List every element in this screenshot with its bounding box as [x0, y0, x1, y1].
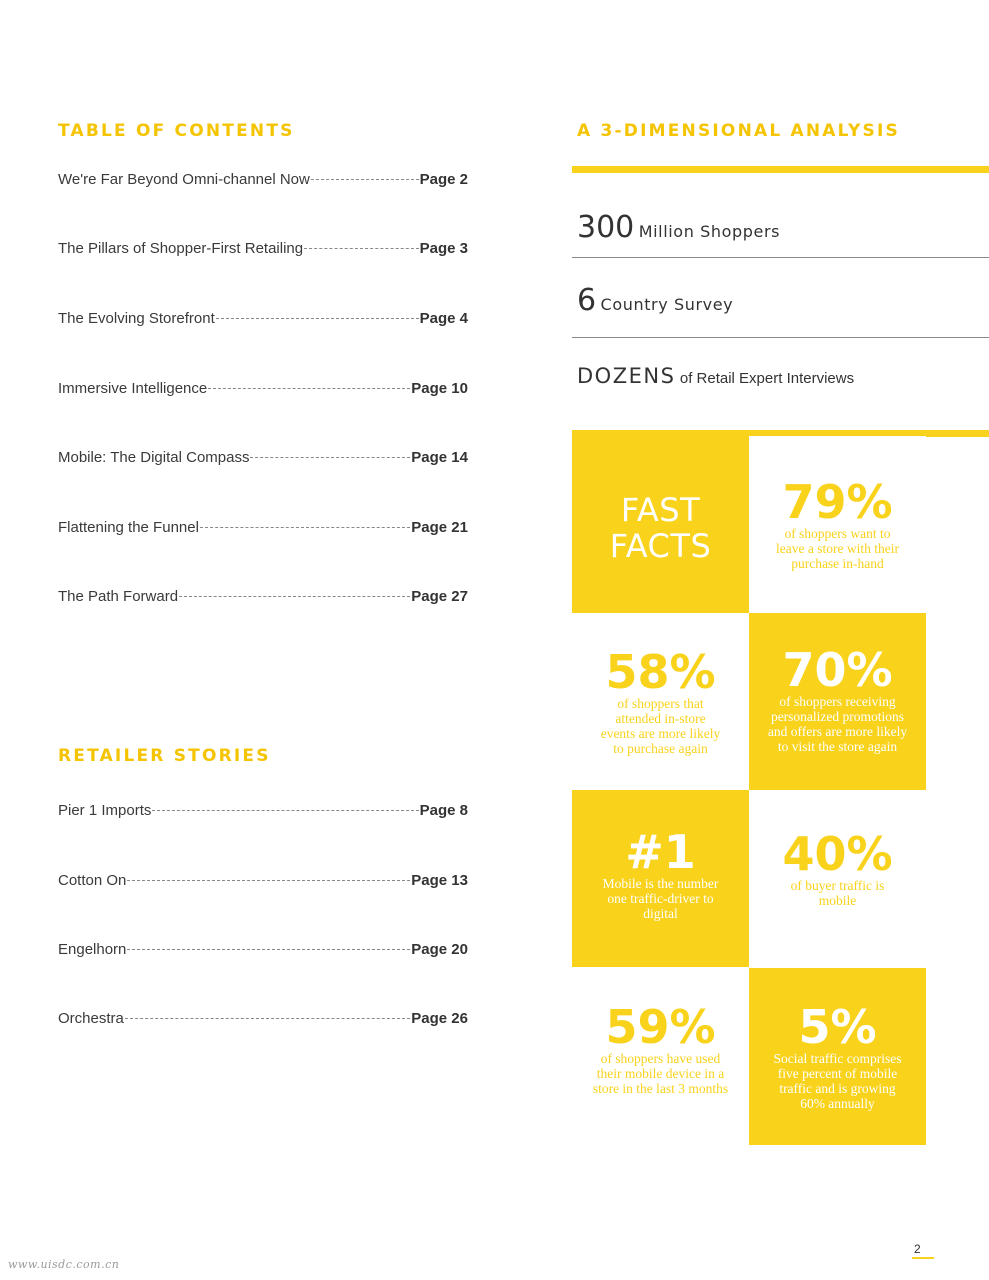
- toc-item-page: Page 4: [419, 310, 468, 327]
- stat-shoppers: [577, 210, 780, 245]
- analysis-heading: A 3-DIMENSIONAL ANALYSIS: [577, 121, 900, 141]
- stat-countries-label: Country Survey: [600, 295, 734, 314]
- stat-countries-value: 6: [577, 283, 597, 318]
- stat-countries: [577, 283, 733, 318]
- story-item-title: Orchestra: [58, 1010, 124, 1027]
- story-item[interactable]: [58, 802, 468, 819]
- fact-desc: Social traffic comprises five percent of mobile traffic and is growing 60% annually: [773, 1051, 902, 1111]
- toc-item-page: Page 10: [411, 380, 468, 397]
- story-item-page: Page 8: [419, 802, 468, 819]
- accent-rule: [572, 166, 989, 173]
- story-item-title: Pier 1 Imports: [58, 802, 152, 819]
- fact-tile: [749, 436, 926, 613]
- toc-item[interactable]: [58, 449, 468, 466]
- toc-item-title: The Path Forward: [58, 588, 179, 605]
- toc-item[interactable]: [58, 588, 468, 605]
- toc-item[interactable]: [58, 240, 468, 257]
- toc-item[interactable]: [58, 380, 468, 397]
- page-number: 2: [914, 1242, 921, 1256]
- fact-value: 58%: [605, 645, 716, 699]
- toc-item[interactable]: [58, 171, 468, 188]
- story-item-page: Page 13: [411, 872, 468, 889]
- toc-item-title: Flattening the Funnel: [58, 519, 199, 536]
- fact-tile: [749, 790, 926, 967]
- toc-item-page: Page 3: [419, 240, 468, 257]
- toc-leader: [250, 457, 410, 458]
- fact-desc: of shoppers have used their mobile device in a store in the last 3 months: [592, 1051, 729, 1096]
- story-leader: [152, 810, 418, 811]
- story-item-page: Page 20: [411, 941, 468, 958]
- fact-value: 59%: [605, 1000, 716, 1054]
- toc-leader: [179, 596, 410, 597]
- stat-interviews: [577, 364, 854, 388]
- fact-desc: of shoppers want to leave a store with their purchase in-hand: [776, 526, 899, 571]
- toc-leader: [216, 318, 419, 319]
- fact-tile: [572, 968, 749, 1145]
- toc-item-page: Page 21: [411, 519, 468, 536]
- divider: [572, 337, 989, 338]
- fact-desc: Mobile is the number one traffic-driver to digital: [602, 876, 719, 921]
- fact-value: 79%: [782, 475, 893, 529]
- story-leader: [127, 949, 410, 950]
- story-item-title: Cotton On: [58, 872, 127, 889]
- story-item-title: Engelhorn: [58, 941, 127, 958]
- story-item[interactable]: [58, 872, 468, 889]
- toc-item-page: Page 2: [419, 171, 468, 188]
- fast-facts-title-tile: [572, 436, 749, 613]
- fast-facts-line1: FAST: [620, 491, 701, 529]
- stat-shoppers-label: Million Shoppers: [638, 222, 781, 241]
- toc-item-title: The Pillars of Shopper-First Retailing: [58, 240, 304, 257]
- toc-leader: [208, 388, 410, 389]
- fact-tile: [749, 968, 926, 1145]
- fact-value: #1: [625, 825, 696, 879]
- fact-desc: of shoppers receiving personalized promotions and offers are more likely to visit the store again: [767, 694, 908, 754]
- fact-tile: [572, 790, 749, 967]
- fact-desc: of buyer traffic is mobile: [790, 878, 885, 908]
- toc-item-title: Mobile: The Digital Compass: [58, 449, 250, 466]
- toc-item[interactable]: [58, 519, 468, 536]
- fact-tile: [749, 613, 926, 790]
- toc-leader: [200, 527, 410, 528]
- watermark: www.uisdc.com.cn: [8, 1258, 120, 1271]
- story-item[interactable]: [58, 1010, 468, 1027]
- stat-interviews-label: of Retail Expert Interviews: [679, 370, 855, 387]
- stat-interviews-value: DOZENS: [577, 364, 676, 388]
- story-leader: [125, 1018, 410, 1019]
- toc-leader: [311, 179, 419, 180]
- story-leader: [127, 880, 410, 881]
- fact-value: 40%: [782, 827, 893, 881]
- stat-shoppers-value: 300: [577, 210, 635, 245]
- toc-item-title: The Evolving Storefront: [58, 310, 215, 327]
- fact-desc: of shoppers that attended in-store events are more likely to purchase again: [600, 696, 721, 756]
- toc-item[interactable]: [58, 310, 468, 327]
- toc-item-page: Page 14: [411, 449, 468, 466]
- story-item-page: Page 26: [411, 1010, 468, 1027]
- toc-item-title: We're Far Beyond Omni-channel Now: [58, 171, 310, 188]
- stories-heading: RETAILER STORIES: [58, 746, 271, 766]
- toc-item-title: Immersive Intelligence: [58, 380, 208, 397]
- toc-item-page: Page 27: [411, 588, 468, 605]
- fact-value: 5%: [798, 1000, 877, 1054]
- page-number-underline: [912, 1257, 934, 1259]
- toc-leader: [304, 248, 419, 249]
- fact-tile: [572, 613, 749, 790]
- fact-value: 70%: [782, 643, 893, 697]
- toc-heading: TABLE OF CONTENTS: [58, 121, 295, 141]
- divider: [572, 257, 989, 258]
- story-item[interactable]: [58, 941, 468, 958]
- fast-facts-line2: FACTS: [609, 527, 712, 565]
